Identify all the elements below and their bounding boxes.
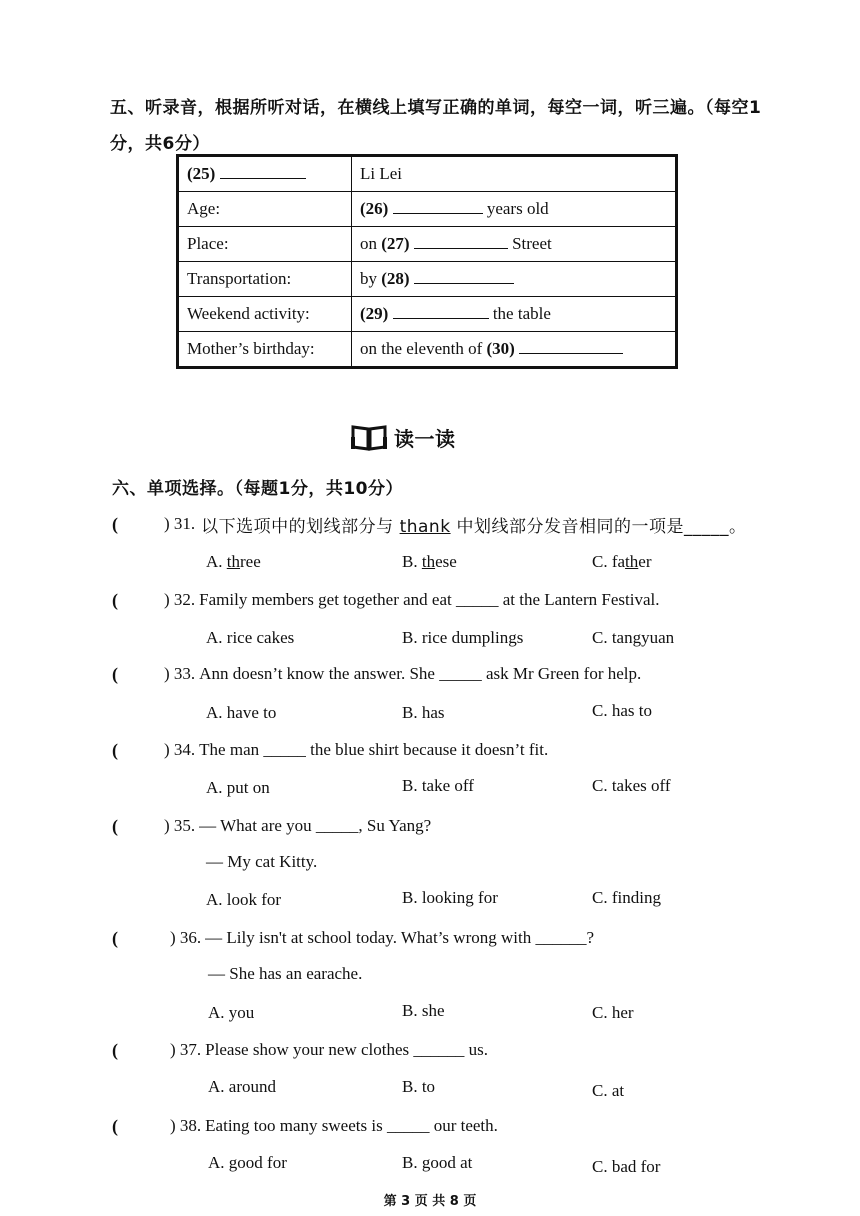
question-number: ) 37. — [170, 1040, 202, 1059]
table-cell: Weekend activity: — [178, 297, 352, 332]
question-number: ) 38. — [170, 1116, 202, 1135]
question-33 — [112, 660, 641, 688]
table-cell: (25) — [178, 156, 352, 192]
read-section-title — [350, 420, 456, 454]
option-b[interactable]: B. looking for — [402, 888, 498, 907]
table-cell: (29) the table — [352, 297, 677, 332]
question-reply: — My cat Kitty. — [206, 852, 318, 871]
table-cell: by (28) — [352, 262, 677, 297]
read-title-text: 读一读 — [394, 426, 456, 451]
question-stem: Family members get together and eat _____ at the Lantern Festival. — [199, 590, 660, 609]
answer-bracket[interactable]: ( — [112, 815, 118, 836]
table-cell: Transportation: — [178, 262, 352, 297]
option-c[interactable]: C. has to — [592, 701, 652, 720]
question-32 — [112, 586, 659, 614]
question-36 — [112, 924, 594, 952]
listening-table — [176, 154, 678, 369]
option-c[interactable]: C. takes off — [592, 776, 671, 795]
table-row — [178, 297, 677, 332]
blank-line[interactable] — [220, 164, 306, 179]
option-b[interactable]: B. take off — [402, 776, 474, 795]
question-number: ) 34. — [164, 740, 196, 759]
table-cell: Li Lei — [352, 156, 677, 192]
table-row — [178, 332, 677, 368]
option-c[interactable]: C. her — [592, 1003, 634, 1022]
question-reply: — She has an earache. — [208, 964, 363, 983]
table-cell: on (27) Street — [352, 227, 677, 262]
answer-bracket[interactable]: ( — [112, 513, 118, 534]
option-a[interactable]: A. look for — [206, 890, 282, 909]
option-b[interactable]: B. she — [402, 1001, 445, 1020]
table-cell: (26) years old — [352, 192, 677, 227]
option-c[interactable]: C. father — [592, 552, 652, 571]
option-c[interactable]: C. at — [592, 1081, 625, 1100]
question-stem: Ann doesn’t know the answer. She _____ ask Mr Green for help. — [199, 664, 642, 683]
question-stem: — Lily isn't at school today. What’s wrong with ______? — [205, 928, 594, 947]
table-cell: on the eleventh of (30) — [352, 332, 677, 368]
question-stem: — What are you _____, Su Yang? — [199, 816, 432, 835]
page-footer: 第 3 页 共 8 页 — [383, 1194, 477, 1209]
blank-line[interactable] — [414, 269, 514, 284]
table-row — [178, 192, 677, 227]
table-row — [178, 156, 677, 192]
table-row — [178, 262, 677, 297]
table-cell: Age: — [178, 192, 352, 227]
section5-title: 五、听录音，根据所听对话，在横线上填写正确的单词，每空一词，听三遍。（每空1分，共6分） — [110, 98, 762, 154]
option-c[interactable]: C. bad for — [592, 1157, 661, 1176]
question-31 — [112, 510, 746, 538]
option-c[interactable]: C. finding — [592, 888, 661, 907]
table-cell: Mother’s birthday: — [178, 332, 352, 368]
question-35 — [112, 812, 431, 840]
option-b[interactable]: B. these — [402, 552, 457, 571]
question-number: ) 35. — [164, 816, 196, 835]
option-a[interactable]: A. three — [206, 552, 261, 571]
option-b[interactable]: B. rice dumplings — [402, 628, 524, 647]
option-a[interactable]: A. put on — [206, 778, 270, 797]
blank-line[interactable] — [519, 339, 623, 354]
question-37 — [112, 1036, 488, 1064]
answer-bracket[interactable]: ( — [112, 739, 118, 760]
blank-line[interactable] — [414, 234, 508, 249]
table-row — [178, 227, 677, 262]
question-number: ) 36. — [170, 928, 202, 947]
option-b[interactable]: B. good at — [402, 1153, 473, 1172]
answer-bracket[interactable]: ( — [112, 1115, 118, 1136]
option-b[interactable]: B. has — [402, 703, 445, 722]
table-cell: Place: — [178, 227, 352, 262]
answer-bracket[interactable]: ( — [112, 589, 118, 610]
question-stem: Eating too many sweets is _____ our teeth. — [205, 1116, 498, 1135]
question-stem: The man _____ the blue shirt because it doesn’t fit. — [199, 740, 549, 759]
question-number: ) 31. — [164, 514, 196, 533]
option-a[interactable]: A. you — [208, 1003, 255, 1022]
question-34 — [112, 736, 548, 764]
option-a[interactable]: A. have to — [206, 703, 277, 722]
answer-bracket[interactable]: ( — [112, 663, 118, 684]
answer-bracket[interactable]: ( — [112, 1039, 118, 1060]
option-b[interactable]: B. to — [402, 1077, 436, 1096]
answer-bracket[interactable]: ( — [112, 927, 118, 948]
option-a[interactable]: A. around — [208, 1077, 276, 1096]
option-a[interactable]: A. good for — [208, 1153, 287, 1172]
open-book-icon — [350, 423, 388, 451]
question-38 — [112, 1112, 498, 1140]
option-a[interactable]: A. rice cakes — [206, 628, 295, 647]
section6-title: 六、单项选择。（每题1分，共10分） — [112, 479, 403, 499]
blank-line[interactable] — [393, 304, 489, 319]
question-number: ) 33. — [164, 664, 196, 683]
question-number: ) 32. — [164, 590, 196, 609]
blank-line[interactable] — [393, 199, 483, 214]
question-stem: 以下选项中的划线部分与 thank 中划线部分发音相同的一项是_____。 — [201, 516, 747, 537]
option-c[interactable]: C. tangyuan — [592, 628, 675, 647]
question-stem: Please show your new clothes ______ us. — [205, 1040, 488, 1059]
